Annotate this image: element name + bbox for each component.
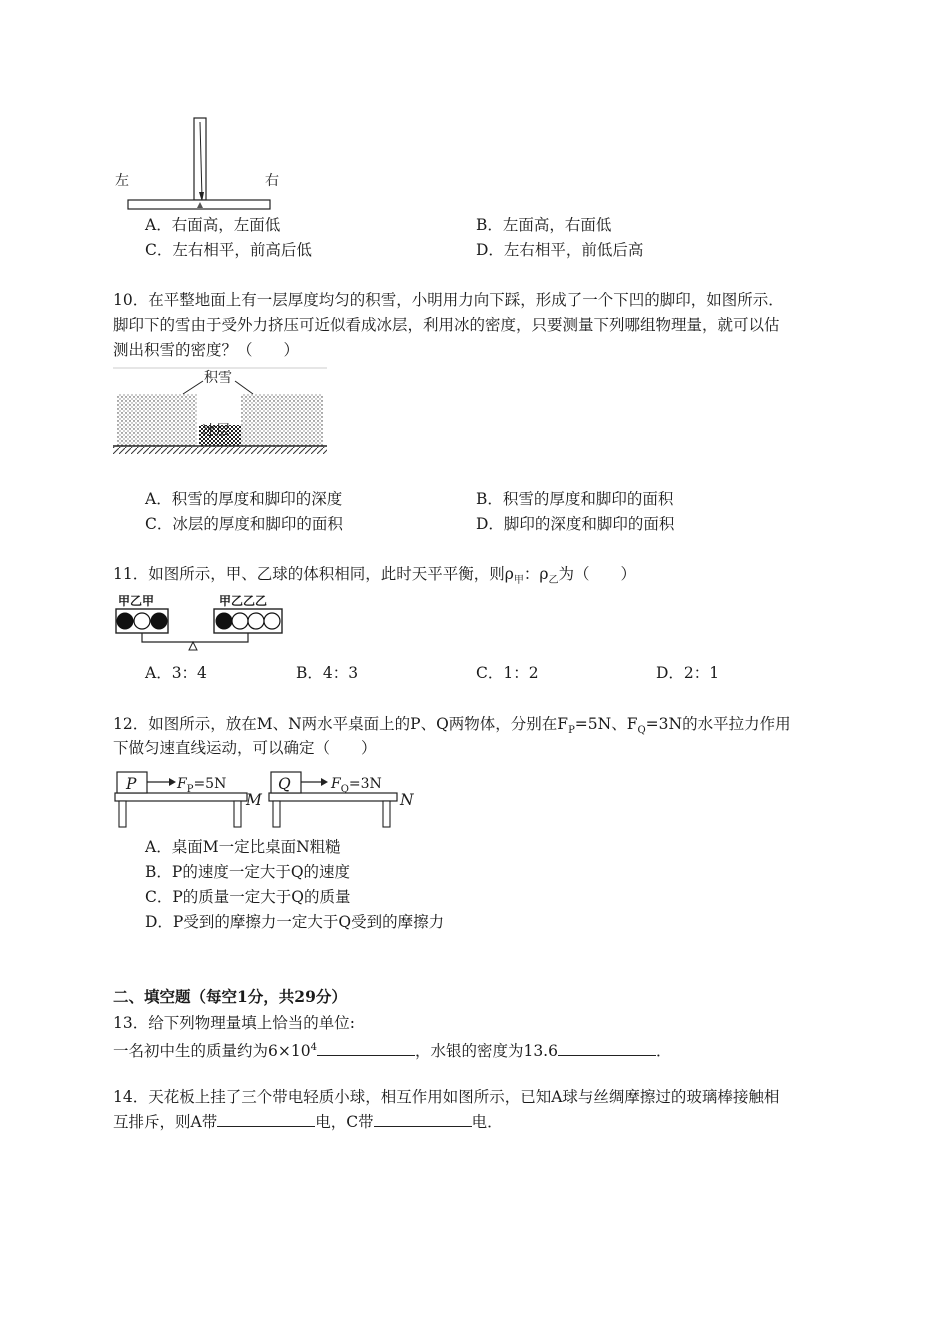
q11-option-c[interactable]: C．1：2 [476,664,539,682]
section-2-title: 二、填空题（每空1分，共29分） [113,987,347,1006]
q11-stem: 11．如图所示，甲、乙球的体积相同，此时天平平衡，则$\rho_甲$：$\rho_乙$为（ ） [113,565,636,587]
q14-blank-c[interactable] [374,1112,472,1127]
q12-force-q-label: $F_Q=3N$ [331,776,382,795]
q11-right-ball-yi-1 [232,613,248,629]
q11-right-ball-jia [216,613,232,629]
q11-right-ball-yi-2 [248,613,264,629]
q12-option-b[interactable]: B．P的速度一定大于Q的速度 [145,863,351,881]
q11-left-ball-jia [117,613,133,629]
q12-line-1: 12．如图所示，放在M、N两水平桌面上的P、Q两物体，分别在$F_P=5N$、$F_Q=3N$的水平拉力作用 [113,715,791,737]
q10-snow-right [241,394,323,446]
q14-line-2: 互排斥，则A带 电，C带 电． [113,1113,503,1131]
q10-snow-left [117,394,197,446]
q11-left-ball-jia-2 [151,613,167,629]
q13-line-2: 一名初中生的质量约为$6\times 10^4$ ，水银的密度为13.6 ． [113,1042,672,1061]
q12-table-n-label: N [400,791,414,809]
q11-option-d[interactable]: D．2：1 [656,664,720,682]
q11-left-ball-yi [134,613,150,629]
q12-option-a[interactable]: A．桌面M一定比桌面N粗糙 [145,838,341,856]
q9-right-label: 右 [265,173,279,189]
q10-ground [113,447,327,454]
q9-figure [110,112,300,214]
q12-option-c[interactable]: C．P的质量一定大于Q的质量 [145,888,351,906]
q10-line-2: 脚印下的雪由于受外力挤压可近似看成冰层，利用冰的密度，只要测量下列哪组物理量，就可以估 [113,316,780,334]
q10-ice-label: 冰层 [202,423,230,439]
q10-option-a[interactable]: A．积雪的厚度和脚印的深度 [145,490,343,508]
q11-right-label: 甲乙乙乙 [219,594,268,608]
q10-snow-label: 积雪 [204,370,232,386]
q10-option-d[interactable]: D．脚印的深度和脚印的面积 [476,515,675,533]
q14-line-1: 14．天花板上挂了三个带电轻质小球，相互作用如图所示，已知A球与丝绸摩擦过的玻璃棒接触相 [113,1088,780,1106]
q13-line-1: 13．给下列物理量填上恰当的单位: [113,1014,355,1032]
q11-left-label: 甲乙甲 [118,594,155,608]
q12-force-p-label: $F_P=5N$ [177,776,227,795]
q13-blank-mass[interactable] [317,1041,415,1056]
q12-option-d[interactable]: D．P受到的摩擦力一定大于Q受到的摩擦力 [145,913,445,931]
q14-blank-a[interactable] [217,1112,315,1127]
q10-option-c[interactable]: C．冰层的厚度和脚印的面积 [145,515,343,533]
q13-blank-density[interactable] [558,1041,656,1056]
q11-right-ball-yi-3 [264,613,280,629]
q9-option-c[interactable]: C．左右相平，前高后低 [145,241,312,259]
q12-block-p-label: P [126,775,137,793]
q11-option-a[interactable]: A．3：4 [145,664,207,682]
q10-option-b[interactable]: B．积雪的厚度和脚印的面积 [476,490,674,508]
q12-block-q-label: Q [278,775,291,793]
q9-option-b[interactable]: B．左面高，右面低 [476,216,612,234]
q9-option-a[interactable]: A．右面高，左面低 [145,216,281,234]
q9-option-d[interactable]: D．左右相平，前低后高 [476,241,644,259]
q9-left-label: 左 [115,173,129,189]
q11-fulcrum [189,642,197,650]
q11-option-b[interactable]: B．4：3 [296,664,359,682]
q12-line-2: 下做匀速直线运动，可以确定（ ） [113,739,377,757]
q10-line-1: 10．在平整地面上有一层厚度均匀的积雪，小明用力向下踩，形成了一个下凹的脚印，如图所示． [113,291,784,309]
q10-line-3: 测出积雪的密度？（ ） [113,341,300,359]
q12-table-m-label: M [246,791,262,809]
